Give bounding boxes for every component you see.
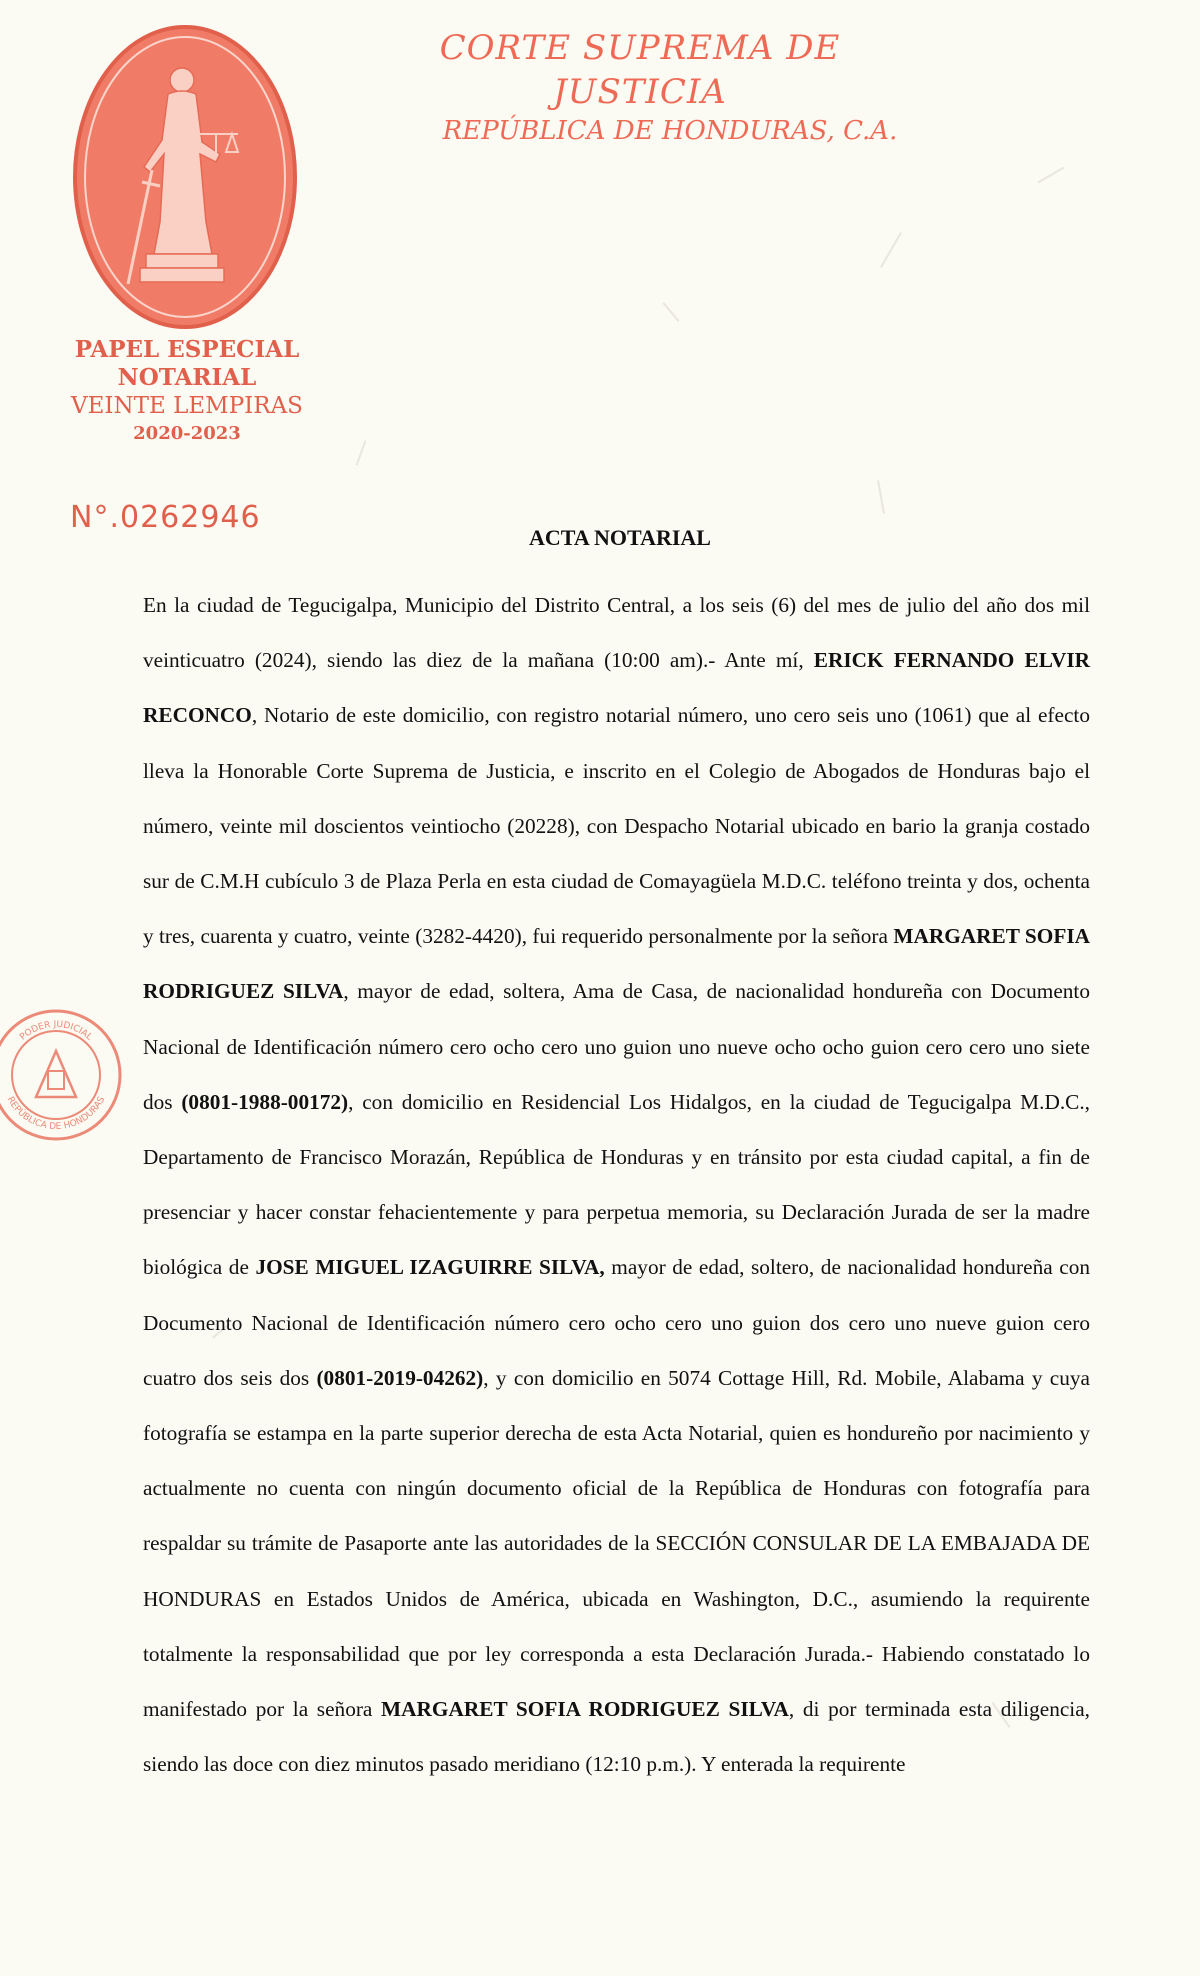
stamp-line-1: PAPEL ESPECIAL bbox=[74, 336, 300, 363]
paper-fiber bbox=[880, 232, 902, 268]
paper-fiber bbox=[1038, 167, 1065, 184]
body-segment: En la ciudad de Tegucigalpa, Municipio del Distrito Central, a los seis (6) del mes de julio del año dos mil veinticuatro (2024), siendo las diez de la mañana (10:00 am).- Ante mí, bbox=[143, 593, 1090, 673]
paper-fiber bbox=[663, 302, 680, 322]
body-segment: , con domicilio en Residencial Los Hidalgos, en la ciudad de Tegucigalpa M.D.C., Departamento de Francisco Morazán, República de Honduras y en tránsito por esta ciudad capital, a fin de presenciar y hacer constar fehacientemente y para perpetua memoria, su Declaración Jurada de ser la madre biológica de bbox=[143, 1089, 1090, 1280]
body-segment: mayor de edad, soltero, de nacionalidad hondureña con Documento Nacional de Identificación número cero ocho cero uno guion dos cero uno nueve guion cero cuatro dos seis dos bbox=[143, 1255, 1090, 1390]
requester-id-number: (0801-1988-00172) bbox=[181, 1089, 349, 1114]
stamp-line-2: NOTARIAL bbox=[117, 364, 257, 391]
son-id-number: (0801-2019-04262) bbox=[316, 1365, 484, 1390]
requester-name: MARGARET SOFIA RODRIGUEZ SILVA bbox=[143, 924, 1091, 1004]
body-segment: , mayor de edad, soltera, Ama de Casa, de nacionalidad hondureña con Documento Nacional de Identificación número cero ocho cero uno guion uno nueve ocho ocho guion cero cero uno siete dos bbox=[143, 979, 1090, 1114]
serial-number: N°.0262946 bbox=[70, 500, 261, 535]
lady-justice-seal bbox=[70, 22, 300, 332]
notary-name: ERICK FERNANDO ELVIR RECONCO bbox=[143, 648, 1090, 728]
court-letterhead bbox=[360, 26, 920, 148]
document-body bbox=[143, 578, 1090, 1792]
body-segment: , di por terminada esta diligencia, siendo las doce con diez minutos pasado meridiano (12:10 p.m.). Y enterada la requirente bbox=[143, 1697, 1090, 1777]
seal-top-text: PODER JUDICIAL bbox=[18, 1019, 94, 1043]
body-segment: , y con domicilio en 5074 Cottage Hill, Rd. Mobile, Alabama y cuya fotografía se estampa en la parte superior derecha de esta Acta Notarial, quien es hondureño por nacimiento y actualmente no cuenta con ningún documento oficial de la República de Honduras con fotografía para respaldar su trámite de Pasaporte ante las autoridades de la SECCIÓN CONSULAR DE LA EMBAJADA DE HONDURAS en Estados Unidos de América, ubicada en Washington, D.C., asumiendo la requirente totalmente la responsabilidad que por ley corresponda a esta Declaración Jurada.- Habiendo constatado lo manifestado por la señora bbox=[143, 1365, 1091, 1722]
body-segment: , Notario de este domicilio, con registro notarial número, uno cero seis uno (1061) que al efecto lleva la Honorable Corte Suprema de Justicia, e inscrito en el Colegio de Abogados de Honduras bajo el número, veinte mil doscientos veintiocho (20228), con Despacho Notarial ubicado en bario la granja costado sur de C.M.H cubículo 3 de Plaza Perla en esta ciudad de Comayagüela M.D.C. teléfono treinta y dos, ochenta y tres, cuarenta y cuatro, veinte (3282-4420), fui requerido personalmente por la señora bbox=[143, 703, 1090, 949]
stamp-line-4: 2020-2023 bbox=[133, 423, 241, 444]
judicial-round-seal bbox=[0, 1005, 126, 1145]
document-title: ACTA NOTARIAL bbox=[529, 525, 711, 550]
stamp-paper-label bbox=[62, 336, 312, 448]
court-country: REPÚBLICA DE HONDURAS, C.A. bbox=[442, 116, 898, 146]
paper-fiber bbox=[877, 480, 885, 514]
paper-fiber bbox=[356, 440, 367, 465]
requester-name-repeat: MARGARET SOFIA RODRIGUEZ SILVA bbox=[381, 1697, 789, 1722]
stamp-line-3: VEINTE LEMPIRAS bbox=[71, 393, 303, 419]
seal-bottom-text: REPÚBLICA DE HONDURAS bbox=[4, 1095, 108, 1133]
son-name: JOSE MIGUEL IZAGUIRRE SILVA, bbox=[255, 1255, 605, 1280]
court-name: CORTE SUPREMA DE JUSTICIA bbox=[439, 28, 841, 112]
